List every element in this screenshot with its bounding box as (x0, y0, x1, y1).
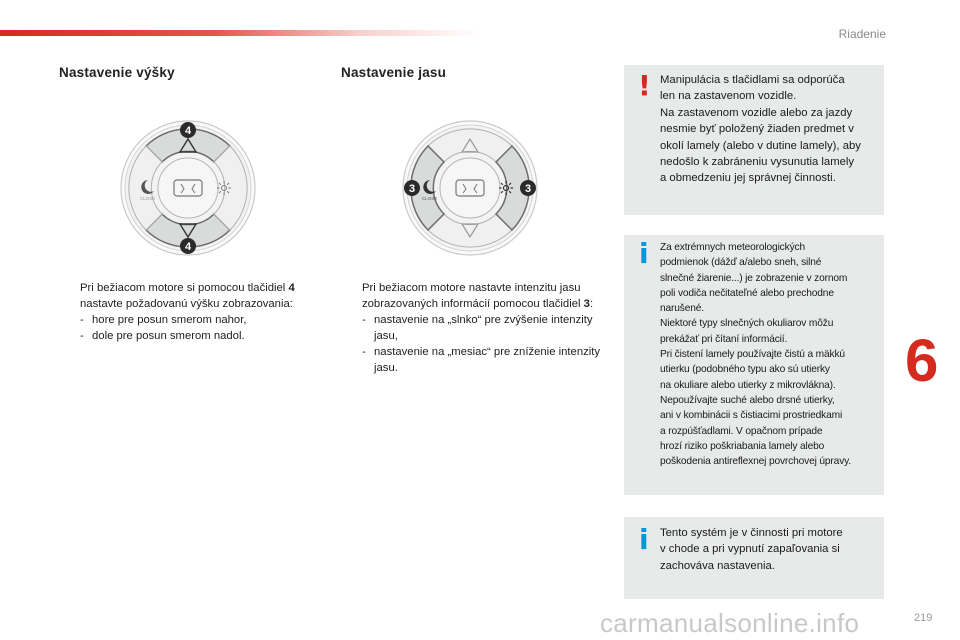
hud-control-height-illustration (118, 118, 258, 258)
heading-brightness-adjustment: Nastavenie jasu (341, 65, 447, 80)
info-note-text: Za extrémnych meteorologických podmienok (dážď a/alebo sneh, silné slnečné žiarenie...) je zobrazenie v zornom poli vodiča nečitateľné alebo prechodne narušené. Niektoré typy slnečných okuliarov môžu prekážať pri čítaní informácií. Pri čistení lamely používajte čistú a mäkkú utierku (podobného typu ako sú utierky na okuliare alebo utierky z mikrovlákna). Nepoužívajte suché alebo drsné utierky, ani v kombinácii s čistiacimi prostriedkami a rozpúšťadlami. V opačnom prípade hrozí riziko poškriabania lamely alebo poškodenia antireflexnej povrchovej úpravy. (660, 242, 852, 468)
close-label: CLOSE (140, 196, 156, 201)
warning-note (624, 65, 884, 215)
svg-text:4: 4 (184, 125, 192, 137)
chapter-number: 6 (905, 327, 939, 394)
top-accent-bar (0, 30, 480, 36)
heading-height-adjustment: Nastavenie výšky (59, 65, 175, 80)
brightness-instruction-paragraph: Pri bežiacom motore nastavte intenzitu jasu zobrazovaných informácií pomocou tlačidiel 3: (362, 282, 594, 310)
close-label: CLOSE (422, 196, 438, 201)
svg-text:4: 4 (184, 241, 192, 253)
section-title: Riadenie (838, 27, 886, 41)
svg-text:3: 3 (524, 183, 532, 195)
callout-4-bottom (180, 238, 196, 254)
info-icon: i (639, 523, 649, 556)
list-item: - nastavenie na „slnko“ pre zvýšenie intenzity jasu, (362, 312, 601, 344)
info-note-text: Tento systém je v činnosti pri motore v chode a pri vypnutí zapaľovania si zachováva nastavenia. (660, 527, 843, 572)
callout-3-left (404, 180, 420, 196)
list-item: - hore pre posun smerom nahor, (80, 312, 324, 328)
list-item: - dole pre posun smerom nadol. (80, 328, 324, 344)
hud-control-brightness-illustration (400, 118, 540, 258)
callout-3-right (520, 180, 536, 196)
watermark: carmanualsonline.info (600, 608, 860, 638)
svg-text:3: 3 (408, 183, 416, 195)
info-note-conditions (624, 235, 884, 495)
brightness-instructions (341, 280, 601, 376)
height-instructions (59, 280, 324, 344)
list-item: - nastavenie na „mesiac“ pre zníženie intenzity jasu. (362, 344, 601, 376)
height-instruction-paragraph: Pri bežiacom motore si pomocou tlačidiel 4 nastavte požadovanú výšku zobrazovania: (80, 282, 295, 310)
warning-icon: ! (638, 69, 651, 102)
warning-note-text: Manipulácia s tlačidlami sa odporúča len na zastavenom vozidle. Na zastavenom vozidle alebo za jazdy nesmie byť položený žiaden predmet v okolí lamely (alebo v dutine lamely), aby nedošlo k zabráneniu vysunutia lamely a obmedzeniu jej správnej činnosti. (660, 74, 861, 185)
info-icon: i (639, 237, 649, 270)
info-note-system (624, 517, 884, 599)
page-number: 219 (914, 612, 933, 624)
callout-4-top (180, 122, 196, 138)
